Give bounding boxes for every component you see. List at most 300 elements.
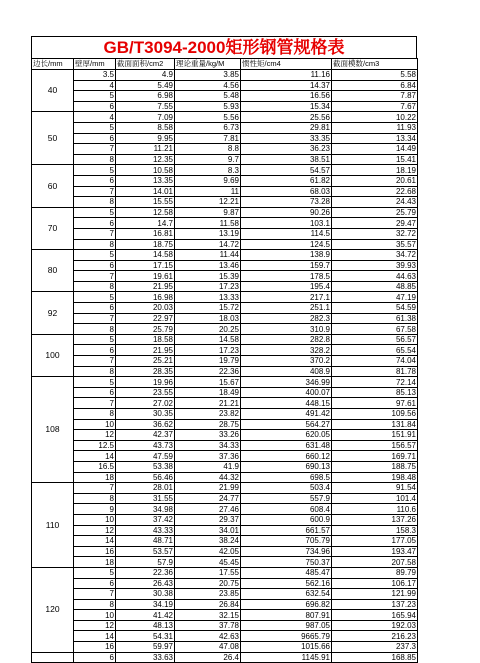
modulus-cell: 137.23: [332, 599, 418, 610]
wall-thickness-cell: 5: [74, 292, 116, 303]
wall-thickness-cell: 10: [74, 419, 116, 430]
table-row: [32, 356, 418, 367]
wall-thickness-cell: 3.5: [74, 70, 116, 81]
wall-thickness-cell: 16: [74, 546, 116, 557]
section-area-cell: 47.59: [116, 451, 175, 462]
inertia-cell: 987.05: [241, 620, 332, 631]
section-area-cell: 21.95: [116, 281, 175, 292]
modulus-cell: 67.58: [332, 324, 418, 335]
weight-cell: 15.67: [175, 377, 241, 388]
modulus-cell: 169.71: [332, 451, 418, 462]
inertia-cell: 36.23: [241, 144, 332, 155]
weight-cell: 6.73: [175, 122, 241, 133]
weight-cell: 18.49: [175, 387, 241, 398]
weight-cell: 13.46: [175, 260, 241, 271]
weight-cell: 4.56: [175, 80, 241, 91]
modulus-cell: 74.04: [332, 356, 418, 367]
weight-cell: 34.01: [175, 525, 241, 536]
weight-cell: 5.48: [175, 91, 241, 102]
weight-cell: 23.85: [175, 589, 241, 600]
table-row: [32, 652, 418, 663]
table-row: [32, 387, 418, 398]
weight-cell: 24.77: [175, 493, 241, 504]
wall-thickness-cell: 6: [74, 101, 116, 112]
header-side-length: 边长/mm: [32, 59, 74, 70]
table-row: [32, 578, 418, 589]
weight-cell: 21.21: [175, 398, 241, 409]
weight-cell: 29.37: [175, 514, 241, 525]
wall-thickness-cell: 6: [74, 652, 116, 663]
section-area-cell: 28.35: [116, 366, 175, 377]
modulus-cell: 131.84: [332, 419, 418, 430]
wall-thickness-cell: 5: [74, 567, 116, 578]
weight-cell: 32.15: [175, 610, 241, 621]
section-area-cell: 19.96: [116, 377, 175, 388]
wall-thickness-cell: 8: [74, 281, 116, 292]
table-row: [32, 536, 418, 547]
modulus-cell: 198.48: [332, 472, 418, 483]
modulus-cell: 237.3: [332, 642, 418, 653]
section-area-cell: 23.55: [116, 387, 175, 398]
weight-cell: 27.46: [175, 504, 241, 515]
weight-cell: 22.36: [175, 366, 241, 377]
section-area-cell: 16.98: [116, 292, 175, 303]
modulus-cell: 91.54: [332, 483, 418, 494]
section-area-cell: 8.58: [116, 122, 175, 133]
inertia-cell: 251.1: [241, 303, 332, 314]
weight-cell: 9.69: [175, 175, 241, 186]
wall-thickness-cell: 9: [74, 504, 116, 515]
modulus-cell: 47.19: [332, 292, 418, 303]
wall-thickness-cell: 5: [74, 91, 116, 102]
inertia-cell: 124.5: [241, 239, 332, 250]
section-area-cell: 14.58: [116, 250, 175, 261]
inertia-cell: 11.16: [241, 70, 332, 81]
weight-cell: 5.93: [175, 101, 241, 112]
inertia-cell: 195.4: [241, 281, 332, 292]
weight-cell: 47.08: [175, 642, 241, 653]
section-area-cell: 9.95: [116, 133, 175, 144]
modulus-cell: 137.26: [332, 514, 418, 525]
side-length-cell: 70: [32, 207, 74, 249]
wall-thickness-cell: 4: [74, 112, 116, 123]
weight-cell: 11: [175, 186, 241, 197]
modulus-cell: 61.38: [332, 313, 418, 324]
section-area-cell: 14.7: [116, 218, 175, 229]
modulus-cell: 22.68: [332, 186, 418, 197]
header-moment-of-inertia: 惯性矩/cm4: [241, 59, 332, 70]
section-area-cell: 30.35: [116, 409, 175, 420]
modulus-cell: 177.05: [332, 536, 418, 547]
section-area-cell: 25.21: [116, 356, 175, 367]
section-area-cell: 28.01: [116, 483, 175, 494]
table-row: [32, 334, 418, 345]
table-row: [32, 631, 418, 642]
inertia-cell: 16.56: [241, 91, 332, 102]
inertia-cell: 282.3: [241, 313, 332, 324]
inertia-cell: 408.9: [241, 366, 332, 377]
modulus-cell: 7.87: [332, 91, 418, 102]
section-area-cell: 43.33: [116, 525, 175, 536]
inertia-cell: 1015.66: [241, 642, 332, 653]
section-area-cell: 27.02: [116, 398, 175, 409]
wall-thickness-cell: 16.5: [74, 461, 116, 472]
table-row: [32, 483, 418, 494]
section-area-cell: 34.98: [116, 504, 175, 515]
section-area-cell: 59.97: [116, 642, 175, 653]
weight-cell: 34.33: [175, 440, 241, 451]
table-row: [32, 101, 418, 112]
modulus-cell: 207.58: [332, 557, 418, 568]
weight-cell: 42.63: [175, 631, 241, 642]
section-area-cell: 26.43: [116, 578, 175, 589]
modulus-cell: 5.58: [332, 70, 418, 81]
inertia-cell: 491.42: [241, 409, 332, 420]
section-area-cell: 12.35: [116, 154, 175, 165]
inertia-cell: 310.9: [241, 324, 332, 335]
wall-thickness-cell: 12: [74, 525, 116, 536]
table-row: [32, 122, 418, 133]
side-length-cell: 108: [32, 377, 74, 483]
weight-cell: 37.36: [175, 451, 241, 462]
table-row: [32, 207, 418, 218]
inertia-cell: 698.5: [241, 472, 332, 483]
modulus-cell: 165.94: [332, 610, 418, 621]
inertia-cell: 38.51: [241, 154, 332, 165]
inertia-cell: 734.96: [241, 546, 332, 557]
inertia-cell: 25.56: [241, 112, 332, 123]
section-area-cell: 11.21: [116, 144, 175, 155]
modulus-cell: 158.3: [332, 525, 418, 536]
table-row: [32, 514, 418, 525]
wall-thickness-cell: 6: [74, 175, 116, 186]
inertia-cell: 282.8: [241, 334, 332, 345]
table-row: [32, 154, 418, 165]
inertia-cell: 159.7: [241, 260, 332, 271]
inertia-cell: 608.4: [241, 504, 332, 515]
table-row: [32, 228, 418, 239]
side-length-cell: 110: [32, 483, 74, 568]
modulus-cell: 109.56: [332, 409, 418, 420]
table-row: [32, 70, 418, 81]
weight-cell: 12.21: [175, 197, 241, 208]
wall-thickness-cell: 5: [74, 122, 116, 133]
inertia-cell: 448.15: [241, 398, 332, 409]
side-length-cell: 40: [32, 70, 74, 112]
table-row: [32, 451, 418, 462]
wall-thickness-cell: 6: [74, 345, 116, 356]
weight-cell: 7.81: [175, 133, 241, 144]
inertia-cell: 138.9: [241, 250, 332, 261]
wall-thickness-cell: 18: [74, 557, 116, 568]
table-row: [32, 80, 418, 91]
weight-cell: 11.58: [175, 218, 241, 229]
weight-cell: 17.23: [175, 345, 241, 356]
inertia-cell: 346.99: [241, 377, 332, 388]
wall-thickness-cell: 16: [74, 642, 116, 653]
section-area-cell: 25.79: [116, 324, 175, 335]
section-area-cell: 5.49: [116, 80, 175, 91]
table-row: [32, 165, 418, 176]
wall-thickness-cell: 6: [74, 578, 116, 589]
modulus-cell: 65.54: [332, 345, 418, 356]
weight-cell: 37.78: [175, 620, 241, 631]
weight-cell: 18.03: [175, 313, 241, 324]
inertia-cell: 485.47: [241, 567, 332, 578]
section-area-cell: 31.55: [116, 493, 175, 504]
inertia-cell: 54.57: [241, 165, 332, 176]
table-row: [32, 239, 418, 250]
table-row: [32, 197, 418, 208]
table-row: [32, 260, 418, 271]
modulus-cell: 39.93: [332, 260, 418, 271]
inertia-cell: 90.26: [241, 207, 332, 218]
wall-thickness-cell: 7: [74, 228, 116, 239]
modulus-cell: 121.99: [332, 589, 418, 600]
wall-thickness-cell: 8: [74, 366, 116, 377]
header-row: [32, 59, 418, 70]
table-row: [32, 144, 418, 155]
section-area-cell: 13.35: [116, 175, 175, 186]
modulus-cell: 54.59: [332, 303, 418, 314]
modulus-cell: 15.41: [332, 154, 418, 165]
wall-thickness-cell: 8: [74, 409, 116, 420]
weight-cell: 15.39: [175, 271, 241, 282]
weight-cell: 26.84: [175, 599, 241, 610]
wall-thickness-cell: 14: [74, 451, 116, 462]
table-row: [32, 91, 418, 102]
wall-thickness-cell: 12: [74, 430, 116, 441]
inertia-cell: 14.37: [241, 80, 332, 91]
inertia-cell: 178.5: [241, 271, 332, 282]
wall-thickness-cell: 7: [74, 271, 116, 282]
inertia-cell: 600.9: [241, 514, 332, 525]
section-area-cell: 33.63: [116, 652, 175, 663]
section-area-cell: 57.9: [116, 557, 175, 568]
table-row: [32, 472, 418, 483]
weight-cell: 20.75: [175, 578, 241, 589]
section-area-cell: 41.42: [116, 610, 175, 621]
wall-thickness-cell: 8: [74, 197, 116, 208]
wall-thickness-cell: 7: [74, 186, 116, 197]
table-row: [32, 430, 418, 441]
section-area-cell: 53.57: [116, 546, 175, 557]
section-area-cell: 48.13: [116, 620, 175, 631]
inertia-cell: 9665.79: [241, 631, 332, 642]
weight-cell: 14.72: [175, 239, 241, 250]
wall-thickness-cell: 5: [74, 377, 116, 388]
side-length-cell: 120: [32, 567, 74, 652]
wall-thickness-cell: 5: [74, 334, 116, 345]
table-row: [32, 504, 418, 515]
section-area-cell: 22.97: [116, 313, 175, 324]
table-row: [32, 493, 418, 504]
weight-cell: 9.87: [175, 207, 241, 218]
inertia-cell: 68.03: [241, 186, 332, 197]
modulus-cell: 168.85: [332, 652, 418, 663]
table-row: [32, 250, 418, 261]
section-area-cell: 20.03: [116, 303, 175, 314]
section-area-cell: 17.15: [116, 260, 175, 271]
modulus-cell: 192.03: [332, 620, 418, 631]
section-area-cell: 7.55: [116, 101, 175, 112]
weight-cell: 33.26: [175, 430, 241, 441]
table-body: [32, 70, 418, 663]
wall-thickness-cell: 6: [74, 218, 116, 229]
section-area-cell: 21.95: [116, 345, 175, 356]
wall-thickness-cell: 5: [74, 165, 116, 176]
wall-thickness-cell: 6: [74, 133, 116, 144]
inertia-cell: 660.12: [241, 451, 332, 462]
section-area-cell: 34.19: [116, 599, 175, 610]
wall-thickness-cell: 18: [74, 472, 116, 483]
wall-thickness-cell: 8: [74, 324, 116, 335]
wall-thickness-cell: 7: [74, 398, 116, 409]
section-area-cell: 42.37: [116, 430, 175, 441]
inertia-cell: 61.82: [241, 175, 332, 186]
modulus-cell: 10.22: [332, 112, 418, 123]
modulus-cell: 89.79: [332, 567, 418, 578]
weight-cell: 8.8: [175, 144, 241, 155]
wall-thickness-cell: 8: [74, 239, 116, 250]
modulus-cell: 11.93: [332, 122, 418, 133]
modulus-cell: 29.47: [332, 218, 418, 229]
weight-cell: 8.3: [175, 165, 241, 176]
inertia-cell: 562.16: [241, 578, 332, 589]
table-row: [32, 567, 418, 578]
wall-thickness-cell: 14: [74, 631, 116, 642]
modulus-cell: 110.6: [332, 504, 418, 515]
table-row: [32, 557, 418, 568]
wall-thickness-cell: 12.5: [74, 440, 116, 451]
table-row: [32, 440, 418, 451]
inertia-cell: 1145.91: [241, 652, 332, 663]
inertia-cell: 328.2: [241, 345, 332, 356]
modulus-cell: 44.63: [332, 271, 418, 282]
table-row: [32, 303, 418, 314]
section-area-cell: 4.9: [116, 70, 175, 81]
section-area-cell: 43.73: [116, 440, 175, 451]
section-area-cell: 19.61: [116, 271, 175, 282]
modulus-cell: 34.72: [332, 250, 418, 261]
inertia-cell: 114.5: [241, 228, 332, 239]
modulus-cell: 193.47: [332, 546, 418, 557]
table-row: [32, 610, 418, 621]
inertia-cell: 103.1: [241, 218, 332, 229]
weight-cell: 17.55: [175, 567, 241, 578]
table-row: [32, 589, 418, 600]
weight-cell: 15.72: [175, 303, 241, 314]
wall-thickness-cell: 10: [74, 514, 116, 525]
table-row: [32, 345, 418, 356]
section-area-cell: 53.38: [116, 461, 175, 472]
inertia-cell: 33.35: [241, 133, 332, 144]
side-length-cell: 92: [32, 292, 74, 334]
table-row: [32, 525, 418, 536]
weight-cell: 38.24: [175, 536, 241, 547]
table-row: [32, 112, 418, 123]
wall-thickness-cell: 7: [74, 483, 116, 494]
table-row: [32, 175, 418, 186]
inertia-cell: 661.57: [241, 525, 332, 536]
inertia-cell: 217.1: [241, 292, 332, 303]
side-length-cell: [32, 652, 74, 663]
spreadsheet: [31, 36, 417, 663]
section-area-cell: 36.62: [116, 419, 175, 430]
table-row: [32, 281, 418, 292]
weight-cell: 41.9: [175, 461, 241, 472]
section-area-cell: 22.36: [116, 567, 175, 578]
header-theoretical-weight: 理论重量/kg/M: [175, 59, 241, 70]
table-row: [32, 377, 418, 388]
modulus-cell: 14.49: [332, 144, 418, 155]
modulus-cell: 97.61: [332, 398, 418, 409]
modulus-cell: 81.78: [332, 366, 418, 377]
modulus-cell: 85.13: [332, 387, 418, 398]
inertia-cell: 807.91: [241, 610, 332, 621]
wall-thickness-cell: 8: [74, 493, 116, 504]
side-length-cell: 100: [32, 334, 74, 376]
inertia-cell: 370.2: [241, 356, 332, 367]
section-area-cell: 48.71: [116, 536, 175, 547]
wall-thickness-cell: 4: [74, 80, 116, 91]
wall-thickness-cell: 7: [74, 356, 116, 367]
table-row: [32, 292, 418, 303]
weight-cell: 13.33: [175, 292, 241, 303]
modulus-cell: 56.57: [332, 334, 418, 345]
modulus-cell: 6.84: [332, 80, 418, 91]
weight-cell: 28.75: [175, 419, 241, 430]
weight-cell: 44.32: [175, 472, 241, 483]
modulus-cell: 72.14: [332, 377, 418, 388]
table-row: [32, 599, 418, 610]
modulus-cell: 7.67: [332, 101, 418, 112]
inertia-cell: 400.07: [241, 387, 332, 398]
wall-thickness-cell: 8: [74, 154, 116, 165]
inertia-cell: 564.27: [241, 419, 332, 430]
inertia-cell: 557.9: [241, 493, 332, 504]
weight-cell: 14.58: [175, 334, 241, 345]
wall-thickness-cell: 7: [74, 144, 116, 155]
section-area-cell: 54.31: [116, 631, 175, 642]
weight-cell: 11.44: [175, 250, 241, 261]
wall-thickness-cell: 6: [74, 303, 116, 314]
weight-cell: 42.05: [175, 546, 241, 557]
section-area-cell: 16.81: [116, 228, 175, 239]
section-area-cell: 18.75: [116, 239, 175, 250]
inertia-cell: 750.37: [241, 557, 332, 568]
table-row: [32, 313, 418, 324]
modulus-cell: 188.75: [332, 461, 418, 472]
inertia-cell: 631.48: [241, 440, 332, 451]
table-row: [32, 419, 418, 430]
section-area-cell: 14.01: [116, 186, 175, 197]
side-length-cell: 60: [32, 165, 74, 207]
section-area-cell: 56.46: [116, 472, 175, 483]
table-row: [32, 133, 418, 144]
wall-thickness-cell: 5: [74, 207, 116, 218]
header-section-modulus: 截面模数/cm3: [332, 59, 418, 70]
table-row: [32, 620, 418, 631]
wall-thickness-cell: 14: [74, 536, 116, 547]
wall-thickness-cell: 7: [74, 589, 116, 600]
weight-cell: 20.25: [175, 324, 241, 335]
modulus-cell: 20.61: [332, 175, 418, 186]
inertia-cell: 15.34: [241, 101, 332, 112]
wall-thickness-cell: 12: [74, 620, 116, 631]
inertia-cell: 29.81: [241, 122, 332, 133]
wall-thickness-cell: 7: [74, 313, 116, 324]
